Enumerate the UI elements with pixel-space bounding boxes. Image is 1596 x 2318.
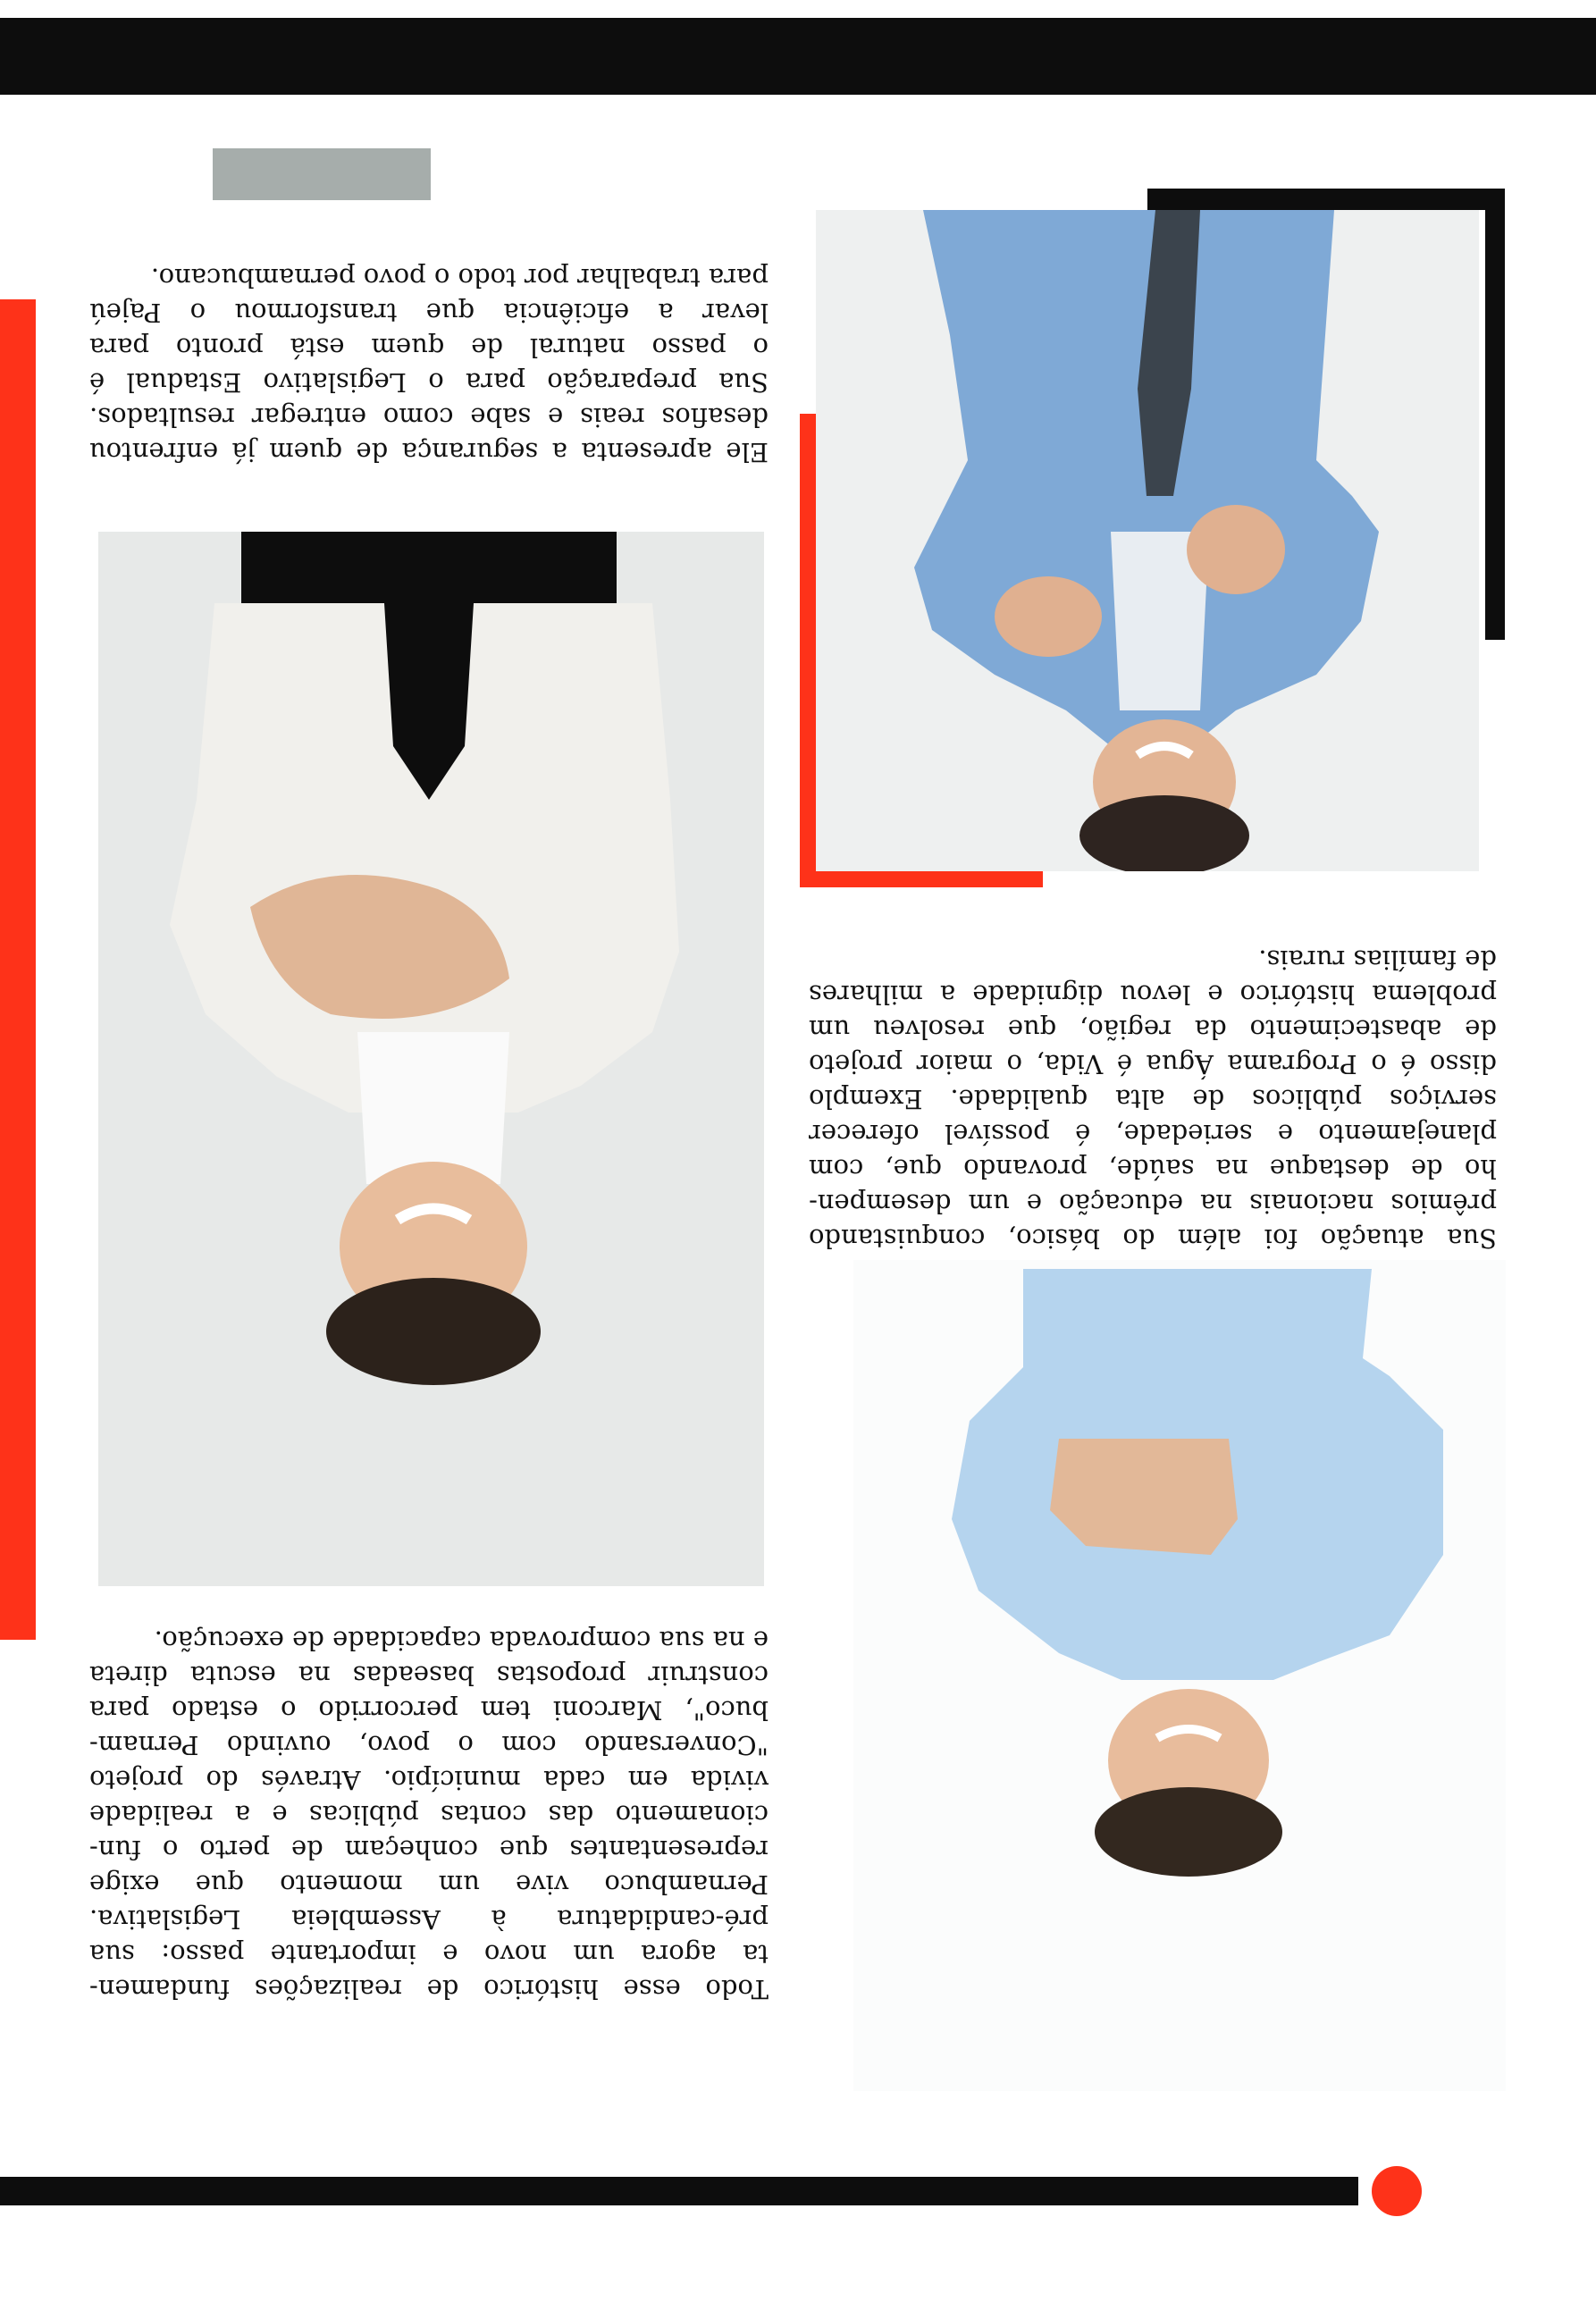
text-line: ho de destaque na saúde, provando que, com bbox=[809, 1154, 1497, 1184]
text-line: pré-candidatura à Assembleia Legislativa. bbox=[89, 1904, 769, 1935]
photo-blue-shirt bbox=[853, 1260, 1506, 2091]
text-line: "Conversando com o povo, ouvindo Pernam- bbox=[89, 1730, 769, 1760]
text-line: cionamento das contas públicas e a realidade bbox=[89, 1800, 769, 1830]
text-line: levar a eficiência que transformou o Pajeú bbox=[89, 298, 769, 328]
text-line: de abastecimento da região, que resolveu um bbox=[809, 1014, 1497, 1045]
text-line: prêmios nacionais na educação e um desempen- bbox=[809, 1188, 1497, 1219]
portrait-blue-shirt-icon bbox=[853, 1260, 1506, 2091]
top-black-bar bbox=[0, 18, 1596, 95]
text-line: problema histórico e levou dignidade a milhares bbox=[809, 979, 1497, 1010]
text-line: de famílias rurais. bbox=[1258, 945, 1497, 975]
left-red-bar bbox=[0, 299, 36, 1640]
text-line: ta agora um novo e importante passo: sua bbox=[89, 1939, 769, 1969]
text-line: disso é o Programa Água é Vida, o maior projeto bbox=[809, 1049, 1497, 1079]
text-line: Pernambuco vive um momento que exige bbox=[89, 1869, 769, 1900]
page-marker-red-dot bbox=[1372, 2166, 1422, 2216]
photo-white-blazer bbox=[98, 532, 764, 1586]
portrait-white-blazer-icon bbox=[98, 532, 764, 1586]
photo-blue-blazer bbox=[816, 210, 1479, 871]
paragraph-achievements bbox=[809, 934, 1497, 1256]
paragraph-closing bbox=[89, 255, 769, 469]
text-line: construir propostas baseadas na escuta direta bbox=[89, 1660, 769, 1691]
portrait-blue-blazer-icon bbox=[816, 210, 1479, 871]
text-line: vivida em cada município. Através do projeto bbox=[89, 1765, 769, 1795]
photo-frame-black-corner-right bbox=[1485, 189, 1505, 640]
text-line: Sua preparação para o Legislativo Estadual é bbox=[89, 367, 769, 398]
text-line: planejamento e seriedade, é possível oferecer bbox=[809, 1119, 1497, 1149]
text-line: Todo esse histórico de realizações fundamen- bbox=[89, 1974, 769, 2004]
text-line: e na sua comprovada capacidade de execução. bbox=[154, 1625, 769, 1656]
text-line: Sua atuação foi além do básico, conquistando bbox=[809, 1223, 1497, 1254]
gray-accent-box bbox=[213, 148, 431, 200]
text-line: desafios reais e sabe como entregar resultados. bbox=[89, 402, 769, 433]
text-line: para trabalhar por todo o povo pernambucano. bbox=[150, 263, 769, 293]
text-line: representantes que conheçam de perto o fun- bbox=[89, 1835, 769, 1865]
paragraph-candidacy bbox=[89, 1622, 769, 2006]
text-line: o passo natural de quem está pronto para bbox=[89, 332, 769, 363]
photo-frame-red-corner-left bbox=[800, 414, 816, 887]
text-line: buco", Marconi tem percorrido o estado para bbox=[89, 1695, 769, 1726]
bottom-black-bar bbox=[0, 2177, 1358, 2205]
photo-frame-black-corner-top bbox=[1147, 189, 1505, 210]
text-line: Ele apresenta a segurança de quem já enfrentou bbox=[89, 437, 769, 467]
text-line: serviços públicos de alta qualidade. Exemplo bbox=[809, 1084, 1497, 1114]
photo-frame-red-corner-bottom bbox=[800, 871, 1043, 887]
